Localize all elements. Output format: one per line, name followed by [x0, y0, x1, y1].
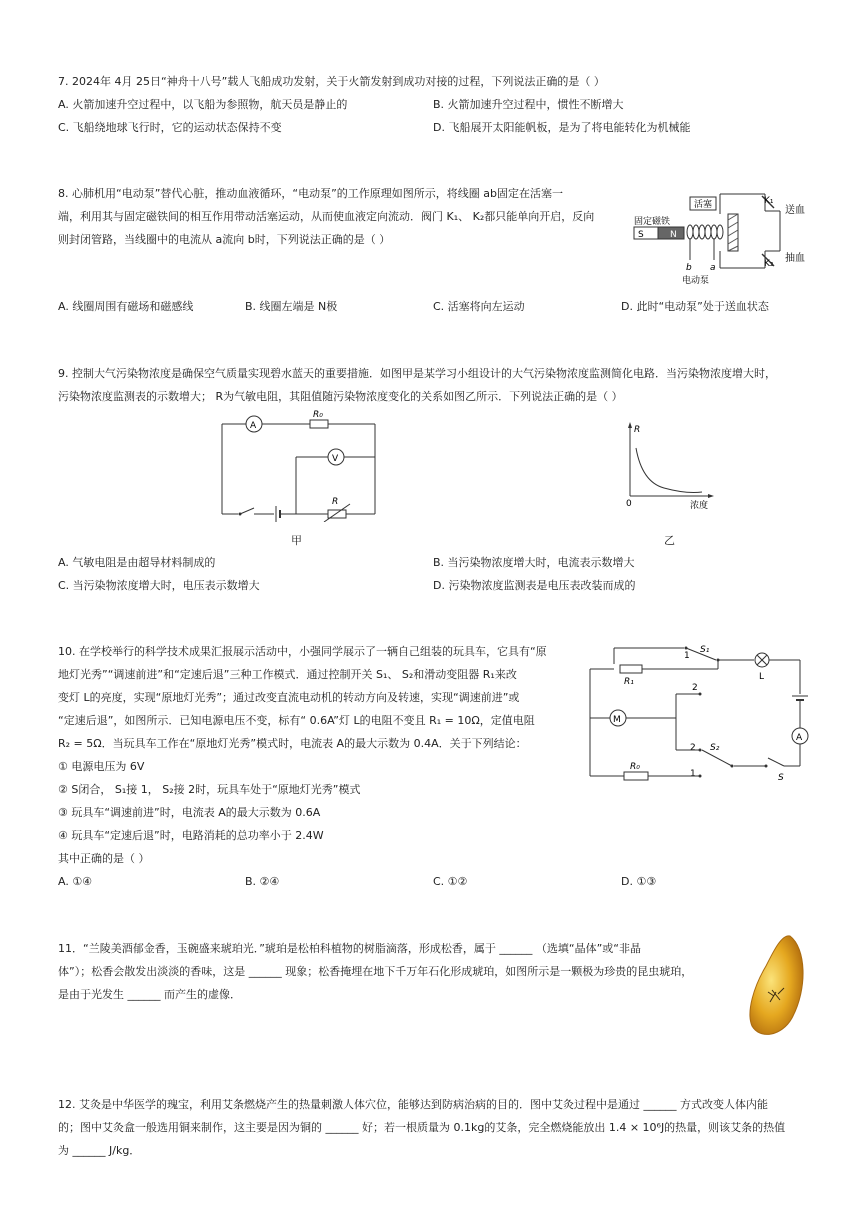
ammeter-label: A [796, 733, 803, 743]
q7-option-b: B. 火箭加速升空过程中，惯性不断增大 [433, 98, 624, 111]
q7-option-d: D. 飞船展开太阳能帆板，是为了将电能转化为机械能 [433, 121, 691, 134]
q11-stem-line-2: 体”）；松香会散发出淡淡的香味，这是 ______ 现象；松香掩埋在地下千万年石化形成琥珀，如图所示是一颗极为珍贵的昆虫琥珀， [58, 965, 693, 978]
figure-yi-label: 乙 [664, 534, 675, 547]
q9-option-a: A. 气敏电阻是由超导材料制成的 [58, 556, 216, 569]
q10-toy-car-circuit [584, 638, 836, 784]
k2-label: K₂ [764, 259, 774, 269]
q7-option-a: A. 火箭加速升空过程中，以飞船为参照物，航天员是静止的 [58, 98, 348, 111]
q10-stem-line-4: “定速后退”，如图所示．已知电源电压不变，标有“ 0.6A”灯 L的电阻不变且 R₁ = 10Ω，定值电阻 [58, 714, 535, 727]
q10-stem-line-1: 10. 在学校举行的科学技术成果汇报展示活动中，小强同学展示了一辆自己组装的玩具车，它具有“原 [58, 645, 547, 658]
q9-circuit-diagram [218, 410, 382, 522]
q9-stem-line-2: 污染物浓度监测表的示数增大； R为气敏电阻，其阻值随污染物浓度变化的关系如图乙所示．下列说法正确的是（ ） [58, 390, 623, 403]
q7-stem: 7. 2024年 4月 25日“神舟十八号”载人飞船成功发射，关于火箭发射到成功对接的过程，下列说法正确的是（ ） [58, 75, 605, 88]
s-label: S [778, 773, 784, 783]
pump-label: 电动泵 [682, 276, 710, 286]
q9-option-c: C. 当污染物浓度增大时，电压表示数增大 [58, 579, 260, 592]
q12-stem-line-3: 为 ______ J/kg． [58, 1144, 141, 1157]
draw-label: 抽血 [785, 253, 805, 264]
q10-option-d: D. ①③ [621, 875, 657, 888]
send-label: 送血 [785, 205, 805, 216]
q9-r-vs-concentration-graph [620, 420, 720, 510]
graph-y-label: R [634, 425, 641, 435]
graph-x-label: 浓度 [690, 501, 709, 510]
q10-conclusion-4: ④ 玩具车“定速后退”时，电路消耗的总功率小于 2.4W [58, 829, 324, 842]
q8-option-a: A. 线圈周围有磁场和磁感线 [58, 300, 194, 313]
q10-conclusion-3: ③ 玩具车“调速前进”时，电流表 A的最大示数为 0.6A [58, 806, 321, 819]
q10-option-c: C. ①② [433, 875, 468, 888]
q12-stem-line-2: 的；图中艾灸盒一般选用铜来制作，这主要是因为铜的 ______ 好；若一根质量为 0.1kg的艾条，完全燃烧能放出 1.4 × 10⁶J的热量，则该艾条的热值 [58, 1121, 786, 1134]
s-label: S [638, 230, 644, 240]
q9-stem-line-1: 9. 控制大气污染物浓度是确保空气质量实现碧水蓝天的重要措施．如图甲是某学习小组设计的大气污染物浓度监测简化电路．当污染物浓度增大时， [58, 367, 776, 380]
q8-stem-line-2: 端，利用其与固定磁铁间的相互作用带动活塞运动，从而使血液定向流动．阀门 K₁、 K₂都只能单向开启，反向 [58, 210, 595, 223]
q9-option-b: B. 当污染物浓度增大时，电流表示数增大 [433, 556, 635, 569]
q8-option-b: B. 线圈左端是 N极 [245, 300, 338, 313]
r0-label: R₀ [630, 762, 640, 772]
r0-label: R₀ [313, 410, 323, 420]
q8-option-d: D. 此时“电动泵”处于送血状态 [621, 300, 769, 313]
a-label: a [710, 263, 716, 273]
r-label: R [332, 497, 339, 507]
q7-option-c: C. 飞船绕地球飞行时，它的运动状态保持不变 [58, 121, 282, 134]
q8-stem-line-1: 8. 心肺机用“电动泵”替代心脏，推动血液循环，“电动泵”的工作原理如图所示，将线圈 ab固定在活塞一 [58, 187, 564, 200]
graph-curve [636, 448, 702, 493]
s1-contact-2: 2 [692, 683, 698, 693]
n-label: N [670, 230, 677, 240]
q8-stem-line-3: 则封闭管路，当线圈中的电流从 a流向 b时，下列说法正确的是（ ） [58, 233, 391, 246]
k1-label: K₁ [764, 196, 774, 206]
q8-option-c: C. 活塞将向左运动 [433, 300, 525, 313]
q10-stem-line-2: 地灯光秀”“调速前进”和“定速后退”三种工作模式．通过控制开关 S₁、 S₂和滑动变阻器 R₁来改 [58, 668, 517, 681]
voltmeter-label: V [332, 454, 339, 464]
q11-stem-line-1: 11．“兰陵美酒郁金香，玉碗盛来琥珀光．”琥珀是松柏科植物的树脂滴落，形成松香，属于 ______ （选填“晶体”或“非晶 [58, 942, 641, 955]
s2-contact-2: 2 [690, 743, 696, 753]
q10-conclusion-2: ② S闭合， S₁接 1， S₂接 2时，玩具车处于“原地灯光秀”模式 [58, 783, 361, 796]
ammeter-label: A [250, 421, 257, 431]
graph-origin-label: 0 [626, 499, 632, 509]
figure-jia-label: 甲 [291, 534, 302, 547]
s2-label: S₂ [710, 743, 720, 753]
insect-amber-image [744, 930, 810, 1042]
magnet-label: 固定磁铁 [634, 217, 671, 227]
lamp-label: L [759, 672, 765, 682]
q8-pump-diagram [630, 186, 812, 286]
r1-label: R₁ [624, 677, 634, 687]
q9-option-d: D. 污染物浓度监测表是电压表改装而成的 [433, 579, 636, 592]
q10-conclusion-1: ① 电源电压为 6V [58, 760, 145, 773]
q10-option-b: B. ②④ [245, 875, 280, 888]
q10-question: 其中正确的是（ ） [58, 852, 150, 865]
q10-stem-line-3: 变灯 L的亮度，实现“原地灯光秀”；通过改变直流电动机的转动方向及转速，实现“调速前进”或 [58, 691, 520, 704]
s1-contact-1: 1 [684, 651, 690, 661]
s2-contact-1: 1 [690, 769, 696, 779]
q10-option-a: A. ①④ [58, 875, 93, 888]
q11-stem-line-3: 是由于光发生 ______ 而产生的虚像． [58, 988, 241, 1001]
s1-label: S₁ [700, 645, 710, 655]
piston-label: 活塞 [694, 200, 713, 210]
motor-label: M [613, 715, 621, 725]
q12-stem-line-1: 12. 艾灸是中华医学的瑰宝，利用艾条燃烧产生的热量刺激人体穴位，能够达到防病治病的目的．图中艾灸过程中是通过 ______ 方式改变人体内能 [58, 1098, 768, 1111]
b-label: b [686, 263, 692, 273]
q10-stem-line-5: R₂ = 5Ω．当玩具车工作在“原地灯光秀”模式时，电流表 A的最大示数为 0.4A．关于下列结论： [58, 737, 527, 750]
